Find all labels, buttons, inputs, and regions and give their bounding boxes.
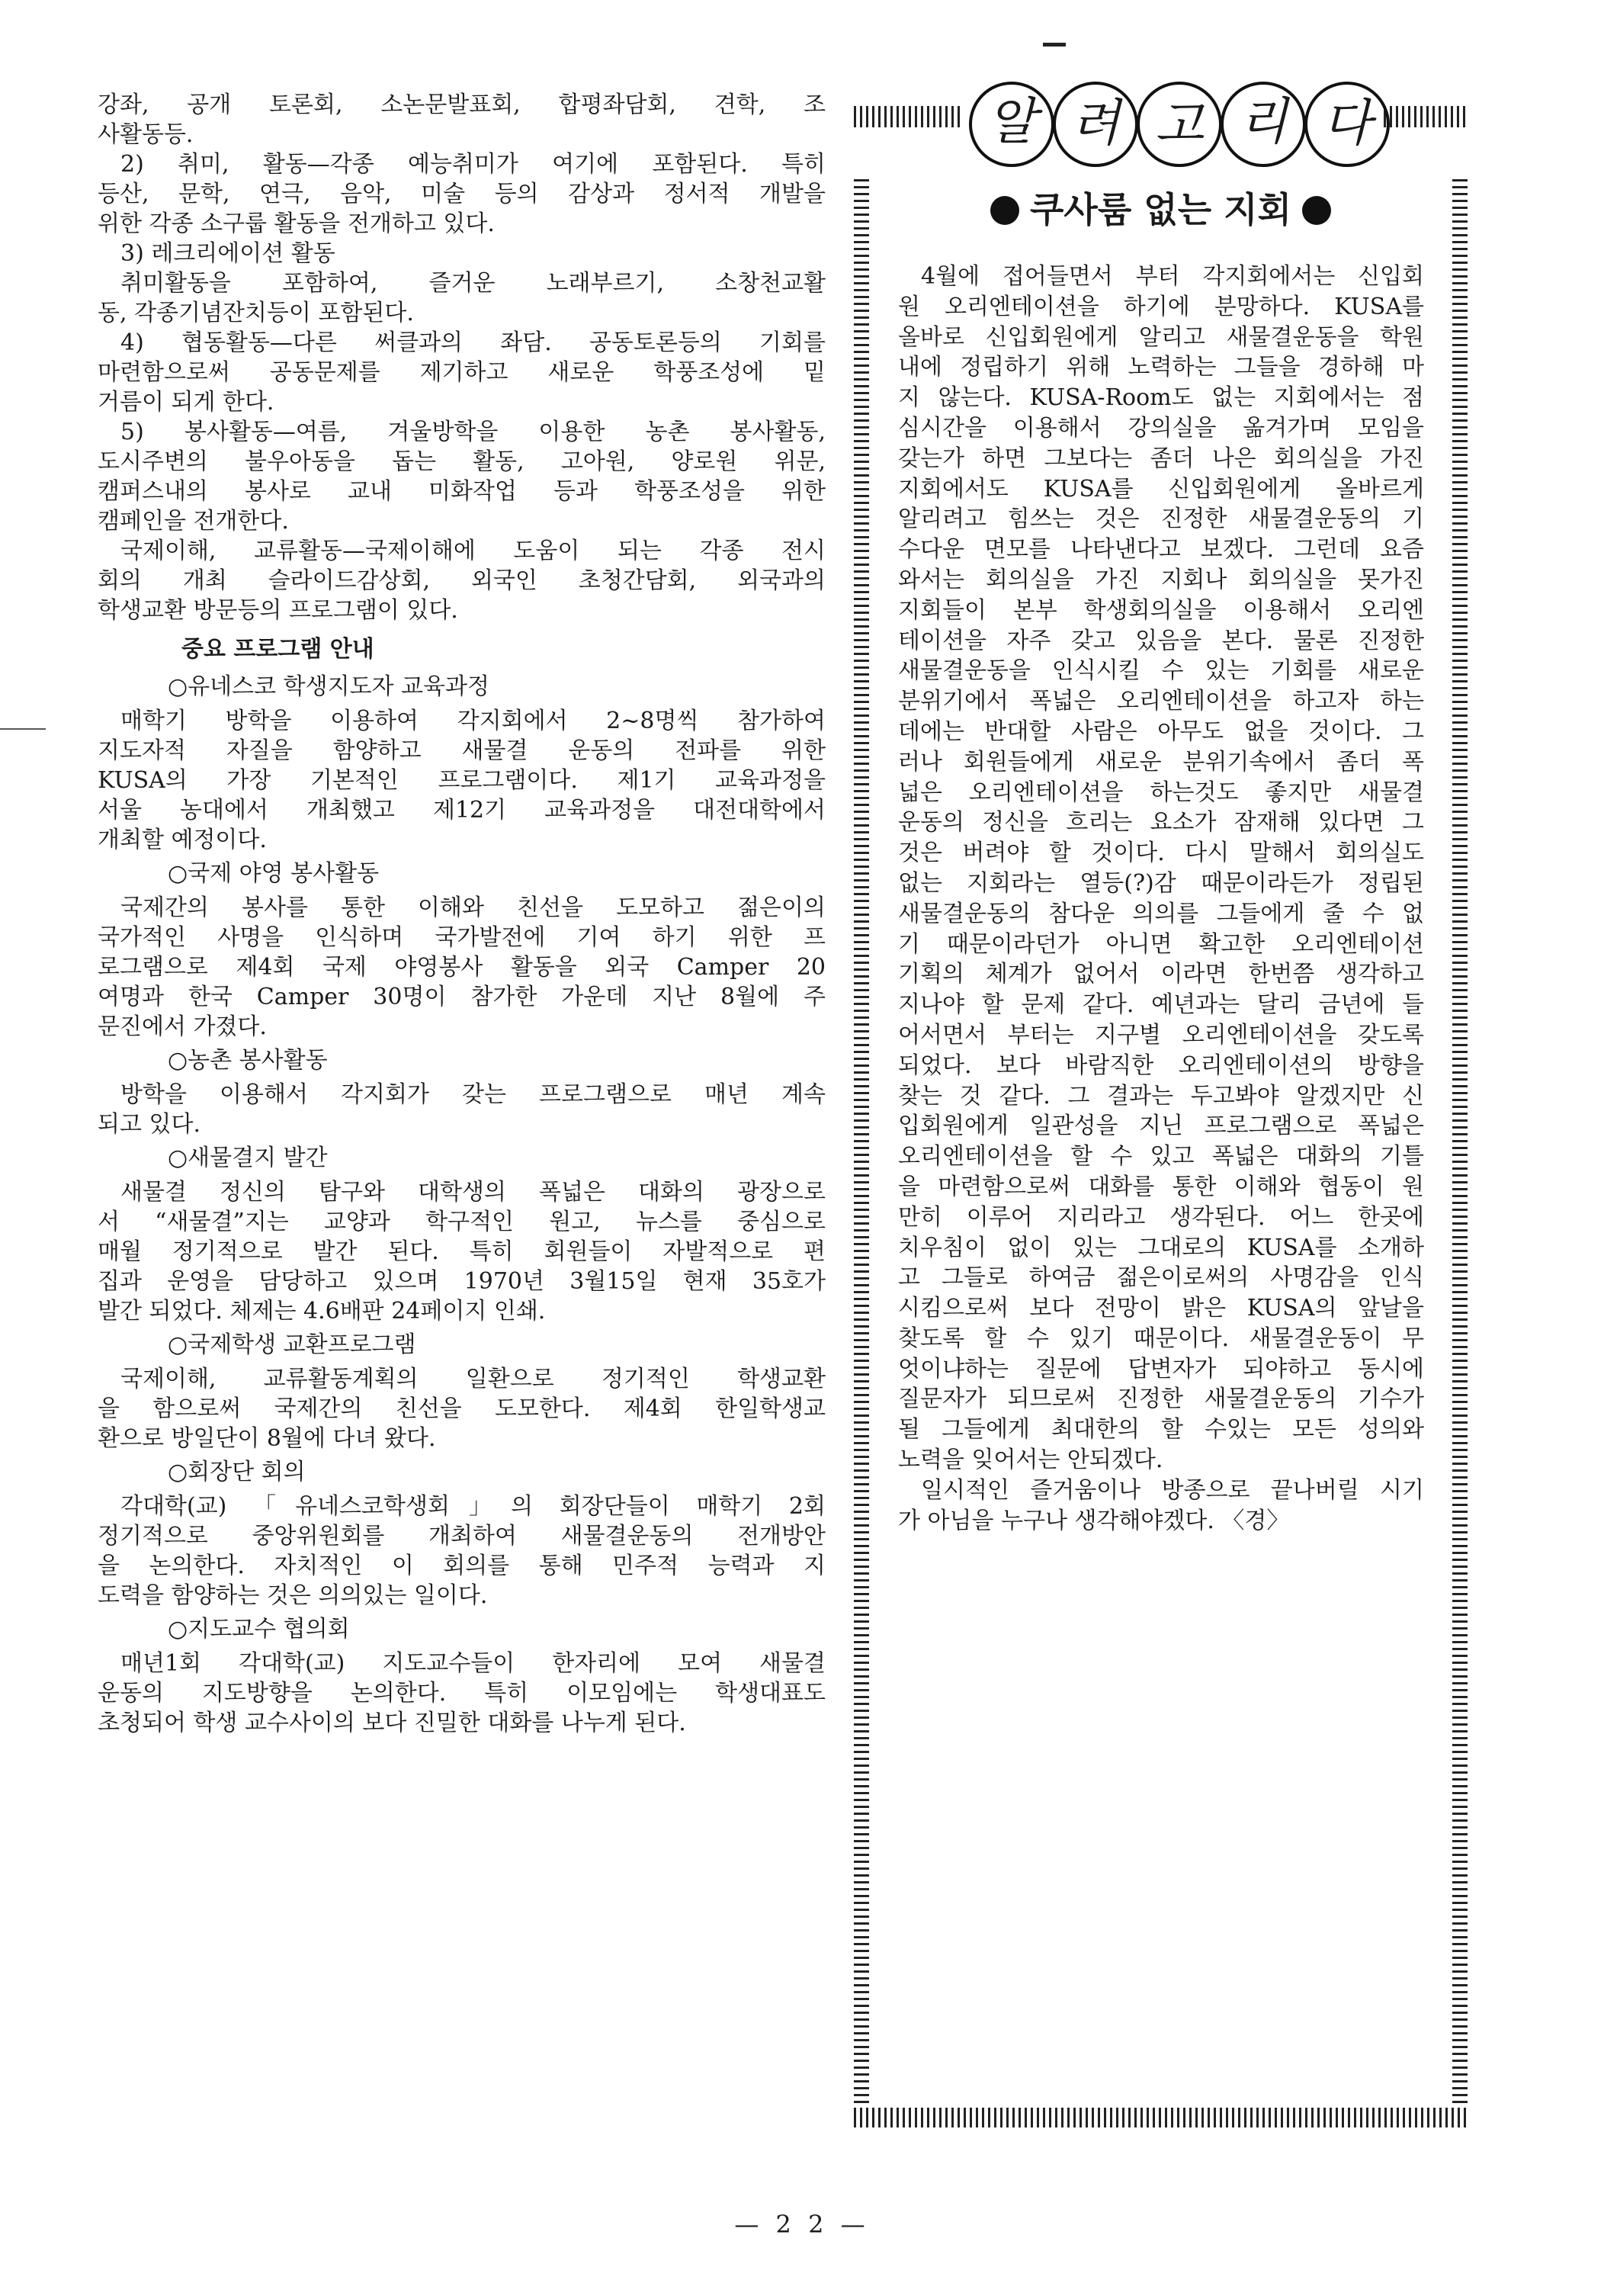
column-text-line: 기 때문이라던가 아니면 확고한 오리엔테이션 xyxy=(898,930,1424,958)
program-heading: 중요 프로그램 안내 xyxy=(181,636,374,663)
border-strip xyxy=(854,2108,1468,2127)
bullet-dot-icon xyxy=(990,196,1019,225)
body-text-line: 방학을 이용해서 각지회가 갖는 프로그램으로 매년 계속 xyxy=(120,1081,826,1108)
column-text-line: 엇이냐하는 질문에 답변자가 되야하고 동시에 xyxy=(898,1355,1424,1382)
body-text-line: 로그램으로 제4회 국제 야영봉사 활동을 외국 Camper 20 xyxy=(98,954,826,981)
column-text-line: 만히 이루어 지리라고 생각된다. 어느 한곳에 xyxy=(898,1203,1424,1231)
body-text-line: 서 “새물결”지는 교양과 학구적인 원고, 뉴스를 중심으로 xyxy=(98,1209,826,1235)
body-text-line: 강좌, 공개 토론회, 소논문발표회, 합평좌담회, 견학, 조 xyxy=(98,92,826,118)
body-text-line: 도시주변의 불우아동을 돕는 활동, 고아원, 양로원 위문, xyxy=(98,448,826,475)
column-text-line: 넓은 오리엔테이션을 하는것도 좋지만 새물결 xyxy=(898,779,1424,806)
body-text-line: 환으로 방일단이 8월에 다녀 왔다. xyxy=(98,1425,436,1452)
section-title: ○회장단 회의 xyxy=(168,1459,306,1485)
body-text-line: 거름이 되게 한다. xyxy=(98,389,274,416)
body-text-line: 새물결 정신의 탐구와 대학생의 폭넓은 대화의 광장으로 xyxy=(120,1179,826,1206)
border-strip xyxy=(854,179,869,2105)
column-text-line: 일시적인 즐거움이나 방종으로 끝나버릴 시기 xyxy=(921,1476,1424,1504)
column-text-line: 분위기에서 폭넓은 오리엔테이션을 하고자 하는 xyxy=(898,688,1424,715)
column-text-line: 가 아님을 누구나 생각해야겠다. 〈경〉 xyxy=(898,1507,1290,1534)
column-text-line: 올바로 신입회원에게 알리고 새물결운동을 학원 xyxy=(898,323,1424,351)
column-text-line: 와서는 회의실을 가진 지회나 회의실을 못가진 xyxy=(898,566,1424,593)
border-strip xyxy=(854,106,961,127)
column-text-line: 심시간을 이용해서 강의실을 옮겨가며 모임을 xyxy=(898,414,1424,442)
body-text-line: 매월 정기적으로 발간 된다. 특히 회원들이 자발적으로 편 xyxy=(98,1238,826,1265)
column-text-line: 입회원에게 일관성을 지닌 프로그램으로 폭넓은 xyxy=(898,1113,1424,1140)
column-text-line: 테이션을 자주 갖고 있음을 본다. 물론 진정한 xyxy=(898,627,1424,654)
body-text-line: 각대학(교) 「유네스코학생회」의 회장단들이 매학기 2회 xyxy=(120,1493,826,1520)
column-text-line: 운동의 정신을 흐리는 요소가 잠재해 있다면 그 xyxy=(898,809,1424,837)
body-text-line: 문진에서 가졌다. xyxy=(98,1013,267,1040)
section-title: ○유네스코 학생지도자 교육과정 xyxy=(168,673,489,700)
body-text-line: 도력을 함양하는 것은 의의있는 일이다. xyxy=(98,1582,488,1609)
body-text-line: 되고 있다. xyxy=(98,1111,200,1138)
column-title-text: 쿠사룸 없는 지회 xyxy=(1029,189,1292,230)
body-text-line: 서울 농대에서 개최했고 제12기 교육과정을 대전대학에서 xyxy=(98,797,826,824)
body-text-line: 을 논의한다. 자치적인 이 회의를 통해 민주적 능력과 지 xyxy=(98,1553,826,1579)
column-text-line: 없는 지회라는 열등(?)감 때문이라든가 정립된 xyxy=(898,869,1424,897)
column-text-line: 것은 버려야 할 것이다. 다시 말해서 회의실도 xyxy=(898,840,1424,867)
section-title: ○농촌 봉사활동 xyxy=(168,1047,328,1074)
body-text-line: 사활동등. xyxy=(98,121,194,148)
section-title: ○지도교수 협의회 xyxy=(168,1616,350,1643)
body-text-line: 학생교환 방문등의 프로그램이 있다. xyxy=(98,597,458,624)
body-text-line: 취미활동을 포함하여, 즐거운 노래부르기, 소창천교활 xyxy=(120,270,826,297)
banner-char: 다 xyxy=(1323,94,1371,153)
body-text-line: 국가적인 사명을 인식하며 국가발전에 기여 하기 위한 프 xyxy=(98,924,826,951)
column-text-line: 고 그들로 하여금 젊은이로써의 사명감을 인식 xyxy=(898,1264,1424,1292)
body-text-line: 국제이해, 교류활동계획의 일환으로 정기적인 학생교환 xyxy=(120,1366,826,1392)
column-body xyxy=(898,262,1424,1536)
column-text-line: 찾는 것 같다. 그 결과는 두고봐야 알겠지만 신 xyxy=(898,1082,1424,1109)
column-banner xyxy=(964,72,1399,172)
column-text-line: 수다운 면모를 나타낸다고 보겠다. 그런데 요즘 xyxy=(898,536,1424,564)
body-text-line: KUSA의 가장 기본적인 프로그램이다. 제1기 교육과정을 xyxy=(98,767,826,794)
column-text-line: 지회들이 본부 학생회의실을 이용해서 오리엔 xyxy=(898,596,1424,624)
column-text-line: 을 마련함으로써 대화를 통한 이해와 협동이 원 xyxy=(898,1173,1424,1200)
body-text-line: 매학기 방학을 이용하여 각지회에서 2~8명씩 참가하여 xyxy=(120,708,826,734)
column-text-line: 지 않는다. KUSA-Room도 없는 지회에서는 점 xyxy=(898,384,1424,412)
body-text-line: 3) 레크리에이션 활동 xyxy=(120,240,335,267)
body-text-line: 4) 협동활동—다른 써클과의 좌담. 공동토론등의 기회를 xyxy=(120,329,826,356)
left-edge-mark xyxy=(0,728,46,730)
column-text-line: 오리엔테이션을 할 수 있고 폭넓은 대화의 기틀 xyxy=(898,1143,1424,1170)
body-text-line: 발간 되었다. 체제는 4.6배판 24페이지 인쇄. xyxy=(98,1298,546,1325)
column-text-line: 내에 정립하기 위해 노력하는 그들을 경하해 마 xyxy=(898,354,1424,381)
body-text-line: 등산, 문학, 연극, 음악, 미술 등의 감상과 정서적 개발을 xyxy=(98,181,826,207)
column-text-line: 치우침이 없이 있는 그대로의 KUSA를 소개하 xyxy=(898,1234,1424,1261)
body-text-line: 초청되어 학생 교수사이의 보다 진밀한 대화를 나누게 된다. xyxy=(98,1710,686,1736)
column-text-line: 알리려고 힘쓰는 것은 진정한 새물결운동의 기 xyxy=(898,506,1424,533)
column-text-line: 노력을 잊어서는 안되겠다. xyxy=(898,1447,1163,1474)
column-text-line: 갖는가 하면 그보다는 좀더 나은 회의실을 가진 xyxy=(898,445,1424,472)
column-text-line: 지나야 할 문제 같다. 예년과는 달리 금년에 들 xyxy=(898,991,1424,1019)
column-text-line: 데에는 반대할 사람은 아무도 없을 것이다. 그 xyxy=(898,718,1424,745)
section-title: ○새물결지 발간 xyxy=(168,1145,328,1171)
body-text-line: 위한 각종 소구룹 활동을 전개하고 있다. xyxy=(98,210,495,237)
body-text-line: 여명과 한국 Camper 30명이 참가한 가운데 지난 8월에 주 xyxy=(98,984,826,1010)
body-text-line: 운동의 지도방향을 논의한다. 특히 이모임에는 학생대표도 xyxy=(98,1680,826,1707)
bullet-dot-icon xyxy=(1302,196,1331,225)
column-text-line: 4월에 접어들면서 부터 각지회에서는 신입회 xyxy=(921,263,1424,290)
banner-char: 고 xyxy=(1155,95,1204,154)
body-text-line: 국제간의 봉사를 통한 이해와 친선을 도모하고 젊은이의 xyxy=(120,894,826,921)
body-text-line: 캠퍼스내의 봉사로 교내 미화작업 등과 학풍조성을 위한 xyxy=(98,478,826,505)
column-text-line: 원 오리엔테이션을 하기에 분망하다. KUSA를 xyxy=(898,293,1424,320)
left-column xyxy=(98,90,826,1738)
body-text-line: 개최할 예정이다. xyxy=(98,827,267,853)
body-text-line: 집과 운영을 담당하고 있으며 1970년 3월15일 현재 35호가 xyxy=(98,1268,826,1295)
body-text-line: 마련함으로써 공동문제를 제기하고 새로운 학풍조성에 밑 xyxy=(98,359,826,386)
column-text-line: 되었다. 보다 바람직한 오리엔테이션의 방향을 xyxy=(898,1052,1424,1079)
top-dash-mark xyxy=(1043,43,1066,47)
body-text-line: 지도자적 자질을 함양하고 새물결 운동의 전파를 위한 xyxy=(98,737,826,764)
column-text-line: 기획의 체계가 없어서 이라면 한번쯤 생각하고 xyxy=(898,961,1424,988)
column-title xyxy=(884,187,1437,233)
column-text-line: 될 그들에게 최대한의 할 수있는 모든 성의와 xyxy=(898,1416,1424,1443)
column-text-line: 질문자가 되므로써 진정한 새물결운동의 기수가 xyxy=(898,1386,1424,1413)
body-text-line: 동, 각종기념잔치등이 포함된다. xyxy=(98,300,414,326)
column-text-line: 어서면서 부터는 지구별 오리엔테이션을 갖도록 xyxy=(898,1021,1424,1048)
body-text-line: 5) 봉사활동—여름, 겨울방학을 이용한 농촌 봉사활동, xyxy=(120,419,826,445)
column-text-line: 시킴으로써 보다 전망이 밝은 KUSA의 앞날을 xyxy=(898,1295,1424,1322)
column-text-line: 지회에서도 KUSA를 신입회원에게 올바르게 xyxy=(898,475,1424,503)
banner-char: 알 xyxy=(987,92,1036,151)
body-text-line: 2) 취미, 활동—각종 예능취미가 여기에 포함된다. 특히 xyxy=(120,151,826,178)
body-text-line: 을 함으로써 국제간의 친선을 도모한다. 제4회 한일학생교 xyxy=(98,1395,826,1422)
column-text-line: 찾도록 할 수 있기 때문이다. 새물결운동이 무 xyxy=(898,1325,1424,1352)
border-strip xyxy=(1452,179,1468,2105)
column-box xyxy=(854,72,1468,2127)
body-text-line: 캠페인을 전개한다. xyxy=(98,508,289,535)
body-text-line: 국제이해, 교류활동—국제이해에 도움이 되는 각종 전시 xyxy=(120,538,826,564)
banner-letters xyxy=(964,72,1399,172)
column-text-line: 새물결운동을 인식시킬 수 있는 기회를 새로운 xyxy=(898,657,1424,685)
body-text-line: 정기적으로 중앙위원회를 개최하여 새물결운동의 전개방안 xyxy=(98,1523,826,1549)
banner-char: 리 xyxy=(1239,92,1288,151)
column-text-line: 새물결운동의 참다운 의의를 그들에게 줄 수 없 xyxy=(898,900,1424,927)
body-text-line: 회의 개최 슬라이드감상회, 외국인 초청간담회, 외국과의 xyxy=(98,567,826,594)
banner-char: 려 xyxy=(1071,94,1120,153)
body-text-line: 매년1회 각대학(교) 지도교수들이 한자리에 모여 새물결 xyxy=(120,1650,826,1677)
section-title: ○국제학생 교환프로그램 xyxy=(168,1331,416,1358)
column-text-line: 러나 회원들에게 새로운 분위기속에서 좀더 폭 xyxy=(898,748,1424,776)
section-title: ○국제 야영 봉사활동 xyxy=(168,860,380,887)
page-number: — 2 2 — xyxy=(734,2210,870,2239)
